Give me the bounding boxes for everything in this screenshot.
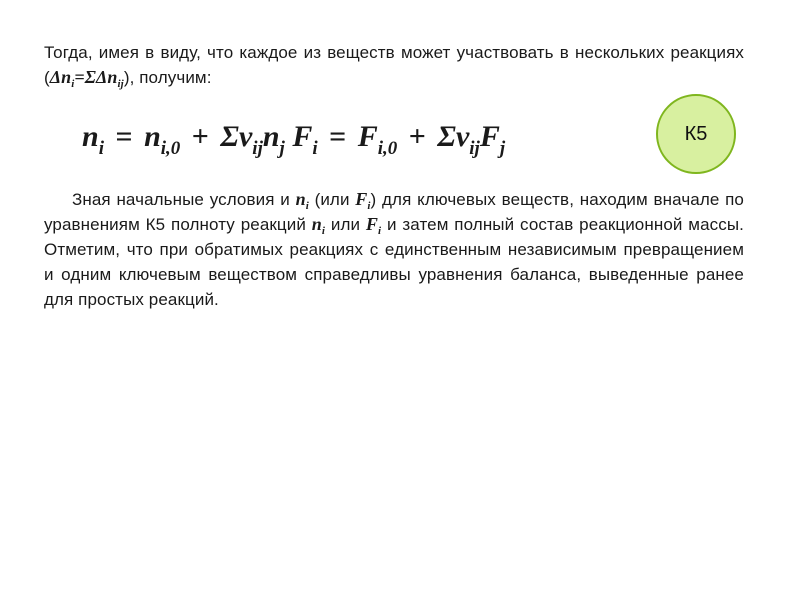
formula-sigma-nu: Σν xyxy=(220,120,253,153)
formula-subscript: ij xyxy=(469,138,480,159)
intro-text-start: Тогда, имея в виду, что каждое из веществ может участвовать в нескольких реакциях ( xyxy=(44,43,744,87)
formula-subscript: i,0 xyxy=(377,138,398,159)
formula-F: F xyxy=(357,120,378,153)
formula-subscript: i xyxy=(312,138,318,159)
formula-n: n xyxy=(144,120,161,153)
formula-subscript: j xyxy=(499,138,506,159)
explanation-text: ) для ключевых веществ, находим вначале по уравнениям К5 полноту реакций xyxy=(44,190,744,234)
formula-subscript: i,0 xyxy=(160,138,181,159)
F-symbol: F xyxy=(355,189,368,209)
formula-plus: + xyxy=(191,120,209,153)
explanation-paragraph xyxy=(44,187,744,312)
intro-paragraph xyxy=(44,40,744,90)
formula-plus: + xyxy=(408,120,426,153)
delta-n-subscript: i xyxy=(71,78,75,90)
sigma-delta-n-symbol: =ΣΔn xyxy=(74,67,118,87)
formula-equals: = xyxy=(115,120,133,153)
F-symbol: F xyxy=(365,214,378,234)
explanation-text: или xyxy=(325,215,366,234)
formula-F: F xyxy=(479,120,500,153)
formula-equals: = xyxy=(329,120,347,153)
F-subscript: i xyxy=(378,225,382,237)
formula-subscript: ij xyxy=(252,138,263,159)
formula-F: F xyxy=(292,120,313,153)
explanation-text: Зная начальные условия и xyxy=(72,190,296,209)
formula-n: n xyxy=(262,120,280,153)
formula-n: n xyxy=(82,120,99,153)
equation-reference-badge: К5 xyxy=(656,94,736,174)
n-subscript: i xyxy=(321,225,326,237)
explanation-text: (или xyxy=(308,190,356,209)
sigma-delta-n-subscript: ij xyxy=(117,78,124,90)
n-symbol: n xyxy=(311,214,322,234)
formula-subscript: i xyxy=(98,138,104,159)
formula-sigma-nu: Σν xyxy=(437,120,470,153)
n-symbol: n xyxy=(295,189,306,209)
delta-n-symbol: Δn xyxy=(49,67,72,87)
explanation-text: и затем полный состав реакционной массы. Отметим, что при обратимых реакциях с единственным независимым превращением и одним ключевым веществом справедливы уравнения баланса, выведенные ранее для простых реакций. xyxy=(44,215,744,309)
formula-subscript: j xyxy=(279,138,285,159)
n-subscript: i xyxy=(305,200,309,212)
balance-equation xyxy=(82,117,505,157)
intro-text-end: ), получим: xyxy=(123,68,212,87)
F-subscript: i xyxy=(367,200,371,212)
